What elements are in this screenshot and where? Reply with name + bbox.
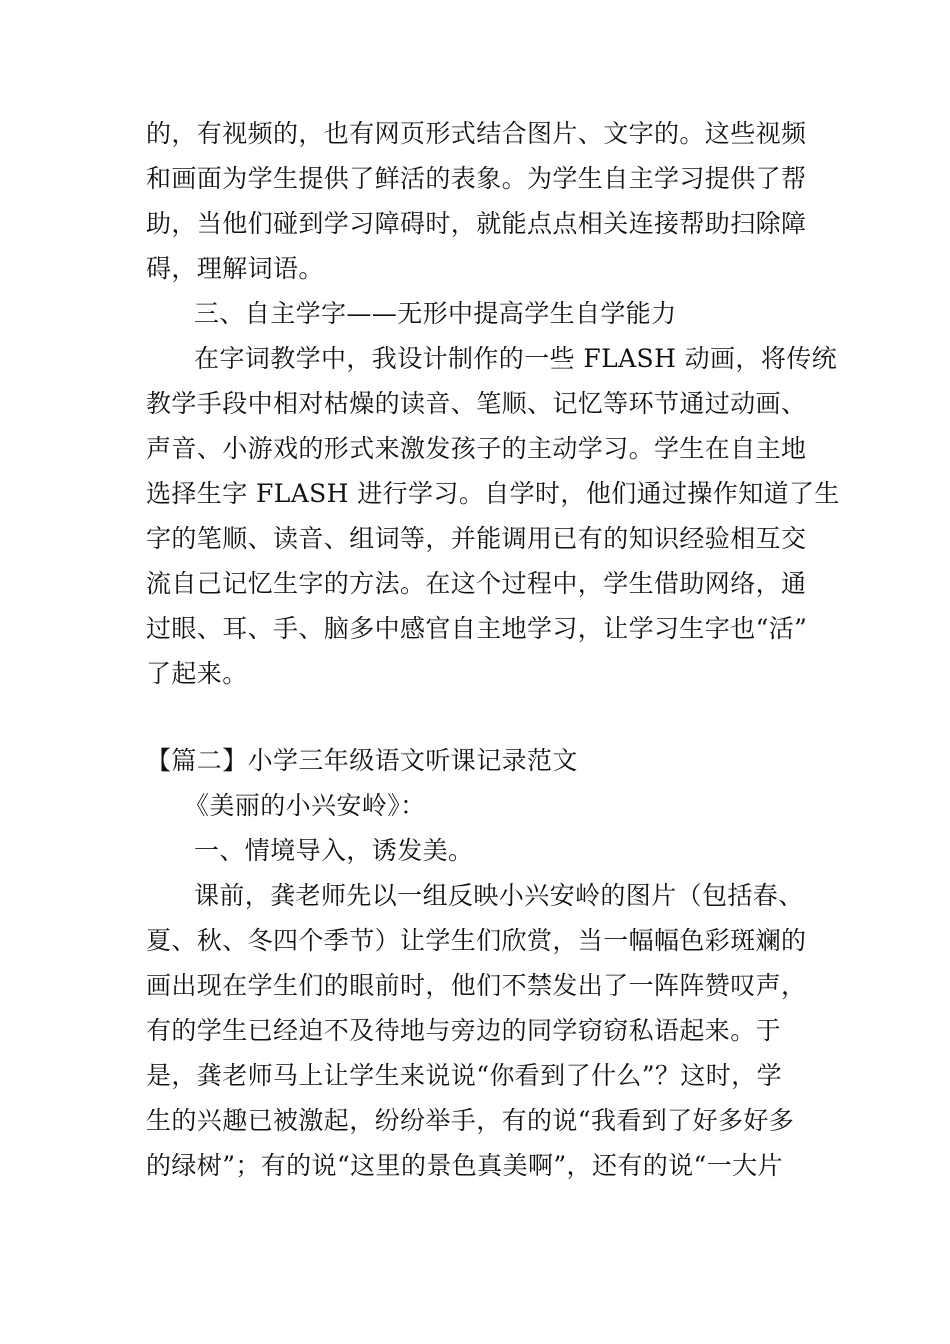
paragraph-line-11: 流自己记忆生字的方法。在这个过程中，学生借助网络，通	[146, 569, 807, 598]
paragraph-line-8: 声音、小游戏的形式来激发孩子的主动学习。学生在自主地	[146, 434, 807, 463]
paragraph-line-21: 是，龚老师马上让学生来说说“你看到了什么”？这时，学	[146, 1061, 782, 1090]
paragraph-line-9: 选择生字 FLASH 进行学习。自学时，他们通过操作知道了生	[146, 479, 840, 508]
section-heading-3: 三、自主学字——无形中提高学生自学能力	[194, 299, 677, 328]
paragraph-line-17: 课前，龚老师先以一组反映小兴安岭的图片（包括春、	[194, 881, 804, 910]
paragraph-line-1: 的，有视频的，也有网页形式结合图片、文字的。这些视频	[146, 119, 807, 148]
paragraph-line-23: 的绿树”；有的说“这里的景色真美啊”，还有的说“一大片	[146, 1151, 783, 1180]
paragraph-line-12: 过眼、耳、手、脑多中感官自主地学习，让学习生字也“活”	[146, 614, 808, 643]
section-heading-1: 一、情境导入，诱发美。	[194, 836, 474, 865]
paragraph-line-19: 画出现在学生们的眼前时，他们不禁发出了一阵阵赞叹声，	[146, 971, 807, 1000]
paragraph-line-22: 生的兴趣已被激起，纷纷举手，有的说“我看到了好多好多	[146, 1106, 795, 1135]
paragraph-line-4: 碍，理解词语。	[146, 254, 324, 283]
paragraph-line-20: 有的学生已经迫不及待地与旁边的同学窃窃私语起来。于	[146, 1016, 782, 1045]
lesson-title: 《美丽的小兴安岭》：	[184, 791, 426, 820]
paragraph-line-10: 字的笔顺、读音、组词等，并能调用已有的知识经验相互交	[146, 524, 807, 553]
paragraph-line-6: 在字词教学中，我设计制作的一些 FLASH 动画，将传统	[194, 344, 838, 373]
paragraph-line-2: 和画面为学生提供了鲜活的表象。为学生自主学习提供了帮	[146, 164, 807, 193]
paragraph-line-13: 了起来。	[146, 659, 248, 688]
paragraph-line-3: 助，当他们碰到学习障碍时，就能点点相关连接帮助扫除障	[146, 209, 807, 238]
paragraph-line-7: 教学手段中相对枯燥的读音、笔顺、记忆等环节通过动画、	[146, 389, 807, 418]
article-title: 【篇二】小学三年级语文听课记录范文	[146, 746, 578, 775]
paragraph-line-18: 夏、秋、冬四个季节）让学生们欣赏，当一幅幅色彩斑斓的	[146, 926, 807, 955]
